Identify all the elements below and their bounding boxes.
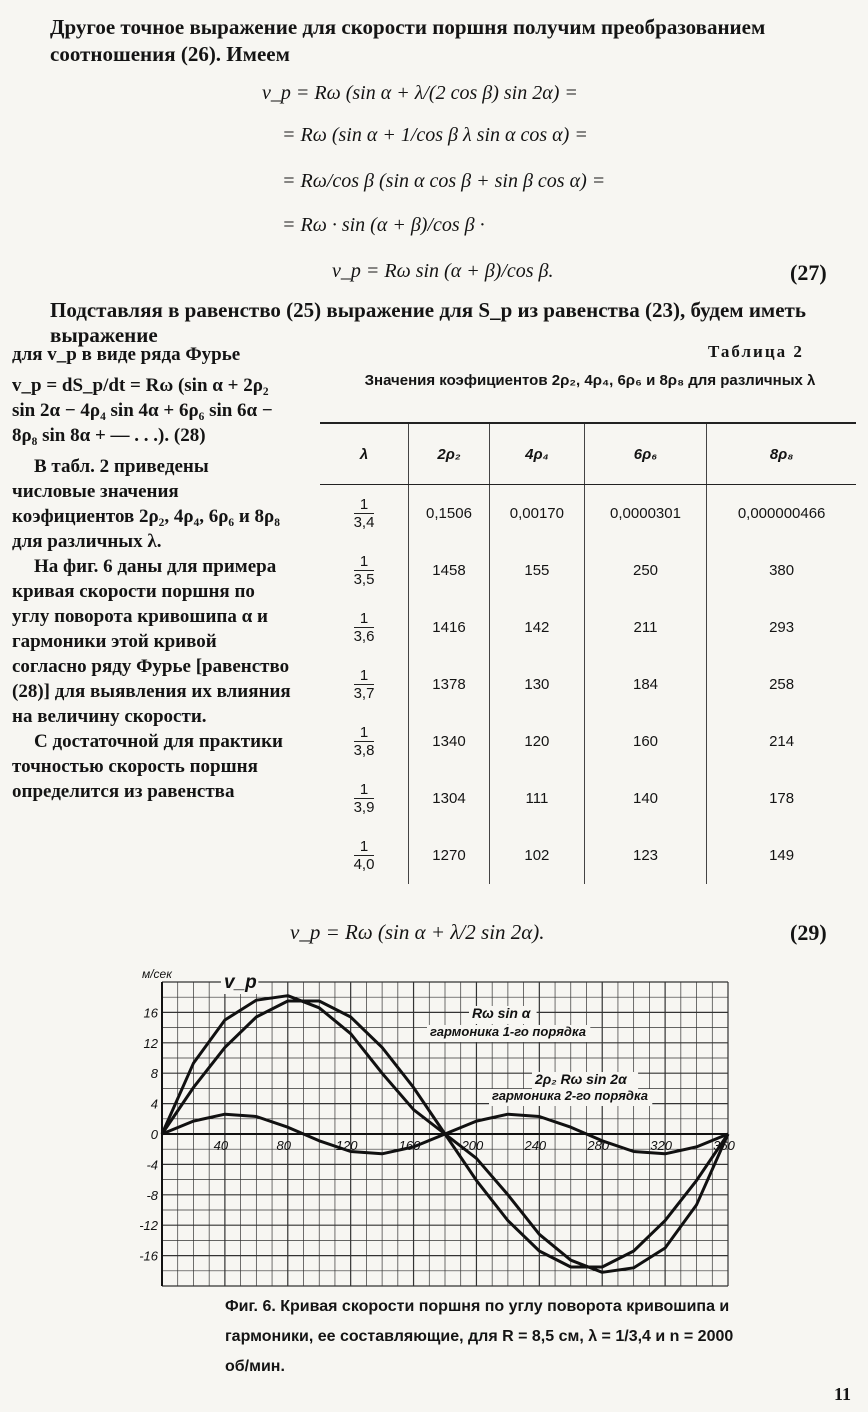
x-tick-label: 40 (213, 1138, 229, 1153)
value-cell: 1270 (409, 827, 490, 884)
y-axis-label: м/сек (142, 967, 172, 981)
table-row (320, 656, 856, 713)
table-row (320, 542, 856, 599)
value-cell: 211 (584, 599, 706, 656)
value-cell: 184 (584, 656, 706, 713)
table-row (320, 770, 856, 827)
value-cell: 214 (707, 713, 856, 770)
value-cell: 178 (707, 770, 856, 827)
value-cell: 149 (707, 827, 856, 884)
value-cell: 1340 (409, 713, 490, 770)
y-tick-label: 16 (143, 1005, 158, 1021)
y-tick-label: -12 (140, 1218, 158, 1234)
value-cell: 250 (584, 542, 706, 599)
x-tick-label: 280 (587, 1138, 610, 1153)
intro-paragraph: Другое точное выражение для скорости поршня получим преобразованием соотношения (26). Имеем (50, 15, 766, 66)
value-cell: 293 (707, 599, 856, 656)
value-cell: 111 (489, 770, 584, 827)
value-cell: 142 (489, 599, 584, 656)
y-tick-label: 4 (150, 1096, 158, 1112)
lambda-cell: $\frac{1}{3,6}$ (353, 610, 375, 645)
y-tick-label: -8 (146, 1187, 158, 1203)
x-tick-label: 80 (276, 1138, 292, 1153)
value-cell: 0,00170 (489, 485, 584, 543)
x-tick-label: 360 (713, 1138, 735, 1153)
table-row (320, 599, 856, 656)
x-tick-label: 240 (524, 1138, 547, 1153)
equation-line-3: = Rω/cos β (sin α cos β + sin β cos α) = (282, 170, 606, 192)
figure-caption: Фиг. 6. Кривая скорости поршня по углу поворота кривошипа и гармоники, ее составляющие, для R = 8,5 см, λ = 1/3,4 и n = 2000 об/мин. (225, 1298, 734, 1375)
value-cell: 120 (489, 713, 584, 770)
table-title: Значения коэфициентов 2ρ₂, 4ρ₄, 6ρ₆ и 8ρ₈ для различных λ (364, 372, 816, 389)
value-cell: 123 (584, 827, 706, 884)
y-tick-label: -4 (146, 1157, 158, 1173)
table-row (320, 713, 856, 770)
left-paragraph: для v_p в виде ряда Фурье (12, 344, 241, 365)
value-cell: 1416 (409, 599, 490, 656)
equation-29: v_p = Rω (sin α + λ/2 sin 2α). (290, 920, 545, 944)
equation-number-27: (27) (790, 260, 827, 285)
header-6rho6: 6ρ₆ (584, 423, 706, 485)
harmonic2-formula-annotation: 2ρ₂ Rω sin 2α (535, 1071, 627, 1087)
value-cell: 102 (489, 827, 584, 884)
fourier-series-equation: v_p = dS_p/dt = Rω (sin α + 2ρ₂ sin 2α − 4ρ₄ sin 4α + 6ρ₆ sin 6α − 8ρ₈ sin 8α + — . . .). (28) (12, 375, 273, 446)
chart-svg (140, 966, 740, 1298)
table-header-row (320, 423, 856, 485)
y-tick-label: 12 (143, 1035, 158, 1051)
harmonic2-label-annotation: гармоника 2-го порядка (492, 1088, 648, 1103)
lambda-cell: $\frac{1}{3,4}$ (353, 496, 375, 531)
table-row (320, 485, 856, 543)
y-tick-label: 0 (150, 1127, 158, 1142)
value-cell: 0,0000301 (584, 485, 706, 543)
y-tick-label: 8 (150, 1066, 158, 1082)
equation-number-29: (29) (790, 920, 827, 945)
velocity-chart (140, 966, 740, 1298)
harmonic1-label-annotation: гармоника 1-го порядка (430, 1024, 586, 1039)
left-column-text (12, 320, 294, 804)
value-cell: 140 (584, 770, 706, 827)
equation-line-4: = Rω · sin (α + β)/cos β · (282, 214, 485, 236)
lambda-cell: $\frac{1}{3,5}$ (353, 553, 375, 588)
y-tick-label: -16 (140, 1248, 158, 1264)
page-number: 11 (834, 1384, 852, 1404)
header-8rho8: 8ρ₈ (707, 423, 856, 485)
header-2rho2: 2ρ₂ (409, 423, 490, 485)
coefficients-table (320, 422, 856, 884)
lambda-cell: $\frac{1}{3,8}$ (353, 724, 375, 759)
value-cell: 1378 (409, 656, 490, 713)
value-cell: 130 (489, 656, 584, 713)
value-cell: 155 (489, 542, 584, 599)
lambda-cell: $\frac{1}{3,9}$ (353, 781, 375, 816)
x-tick-label: 200 (461, 1138, 484, 1153)
value-cell: 0,1506 (409, 485, 490, 543)
header-4rho4: 4ρ₄ (489, 423, 584, 485)
value-cell: 0,000000466 (707, 485, 856, 543)
table-row (320, 827, 856, 884)
x-tick-label: 120 (335, 1138, 358, 1153)
value-cell: 258 (707, 656, 856, 713)
value-cell: 160 (584, 713, 706, 770)
x-tick-label: 320 (650, 1138, 672, 1153)
substitution-paragraph: Подставляя в равенство (25) выражение для S_p из равенства (23), будем иметь выражение (50, 298, 806, 347)
x-tick-label: 160 (398, 1138, 421, 1153)
value-cell: 380 (707, 542, 856, 599)
left-paragraph: В табл. 2 приведены числовые значения коэфициентов 2ρ₂, 4ρ₄, 6ρ₆ и 8ρ₈ для различных λ. (12, 456, 280, 552)
header-lambda: λ (320, 423, 409, 485)
equation-line-5: v_p = Rω sin (α + β)/cos β. (332, 260, 554, 282)
value-cell: 1304 (409, 770, 490, 827)
lambda-cell: $\frac{1}{3,7}$ (353, 667, 375, 702)
value-cell: 1458 (409, 542, 490, 599)
equation-line-1: v_p = Rω (sin α + λ/(2 cos β) sin 2α) = (262, 82, 578, 104)
lambda-cell: $\frac{1}{4,0}$ (353, 838, 375, 873)
left-paragraph: На фиг. 6 даны для примера кривая скорости поршня по углу поворота кривошипа α и гармоники этой кривой согласно ряду Фурье [равенство (28)] для выявления их влияния на величину скорости. (12, 556, 291, 727)
equation-line-2: = Rω (sin α + 1/cos β λ sin α cos α) = (282, 124, 588, 146)
table-caption: Таблица 2 (708, 342, 804, 361)
vp-annotation: v_p (224, 972, 257, 993)
left-paragraph: С достаточной для практики точностью скорость поршня определится из равенства (12, 731, 283, 802)
harmonic1-formula-annotation: Rω sin α (472, 1005, 531, 1021)
